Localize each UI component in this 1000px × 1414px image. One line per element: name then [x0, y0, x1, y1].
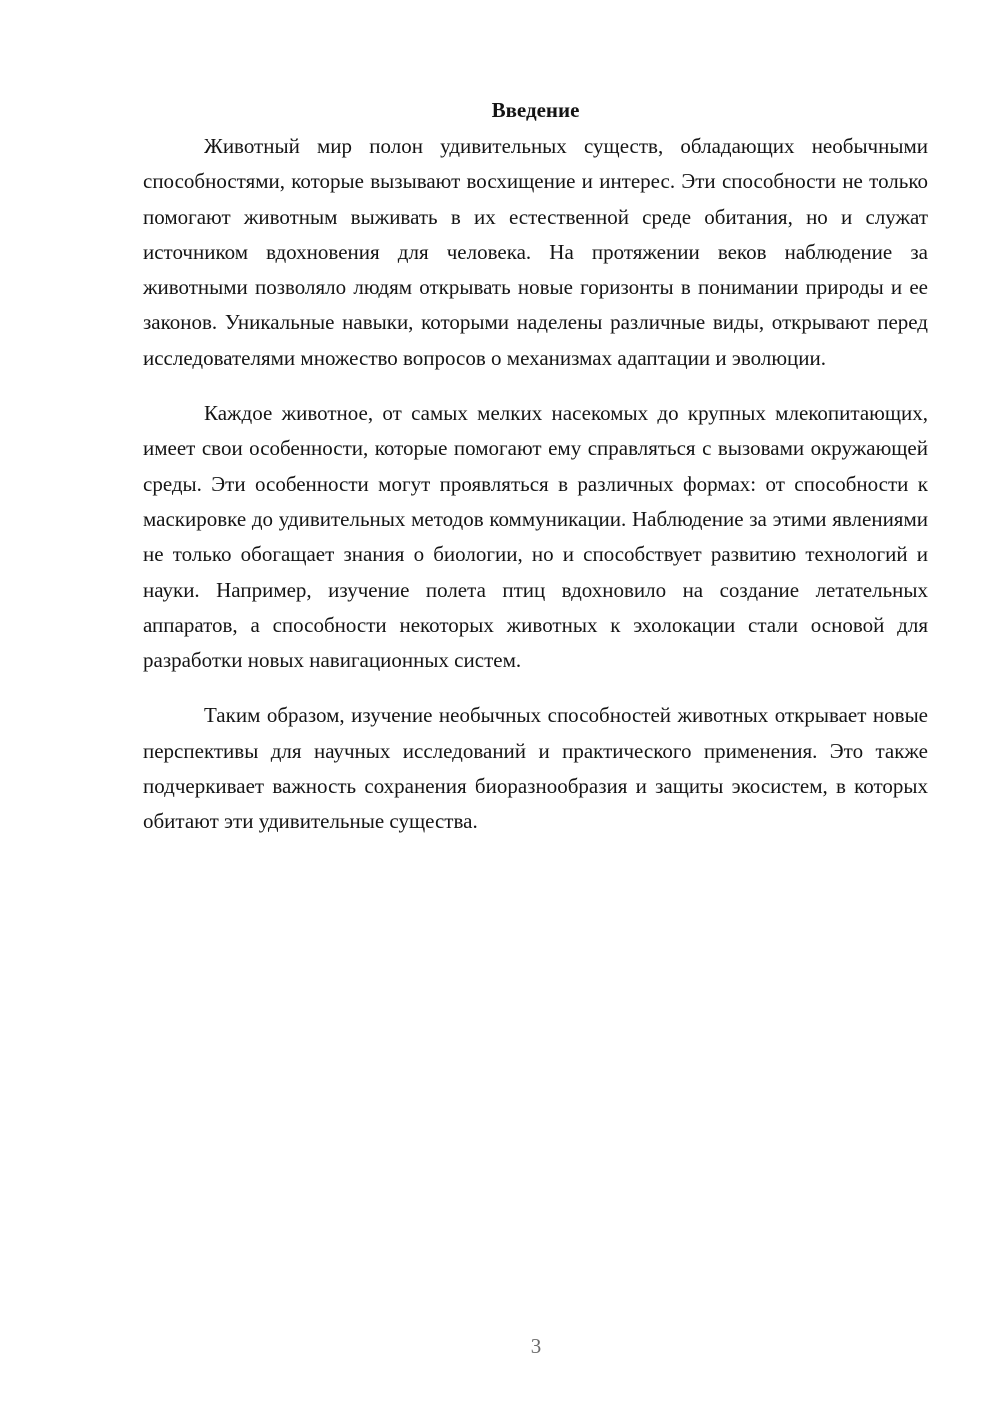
paragraph-2: Каждое животное, от самых мелких насекомых до крупных млекопитающих, имеет свои особенности, которые помогают ему справляться с вызовами окружающей среды. Эти особенности могут проявляться в различных формах: от способности к маскировке до удивительных методов коммуникации. Наблюдение за этими явлениями не только обогащает знания о биологии, но и способствует развитию технологий и науки. Например, изучение полета птиц вдохновило на создание летательных аппаратов, а способности некоторых животных к эхолокации стали основой для разработки новых навигационных систем.	[143, 401, 928, 673]
page-title: Введение	[491, 98, 580, 122]
paragraph-1: Животный мир полон удивительных существ, обладающих необычными способностями, которые вызывают восхищение и интерес. Эти способности не только помогают животным выживать в их естественной среде обитания, но и служат источником вдохновения для человека. На протяжении веков наблюдение за животными позволяло людям открывать новые горизонты в понимании природы и ее законов. Уникальные навыки, которыми наделены различные виды, открывают перед исследователями множество вопросов о механизмах адаптации и эволюции.	[143, 134, 928, 370]
page-number: 3	[530, 1334, 542, 1358]
paragraph-3: Таким образом, изучение необычных способностей животных открывает новые перспективы для научных исследований и практического применения. Это также подчеркивает важность сохранения биоразнообразия и защиты экосистем, в которых обитают эти удивительные существа.	[143, 703, 928, 834]
page-content	[143, 93, 928, 840]
